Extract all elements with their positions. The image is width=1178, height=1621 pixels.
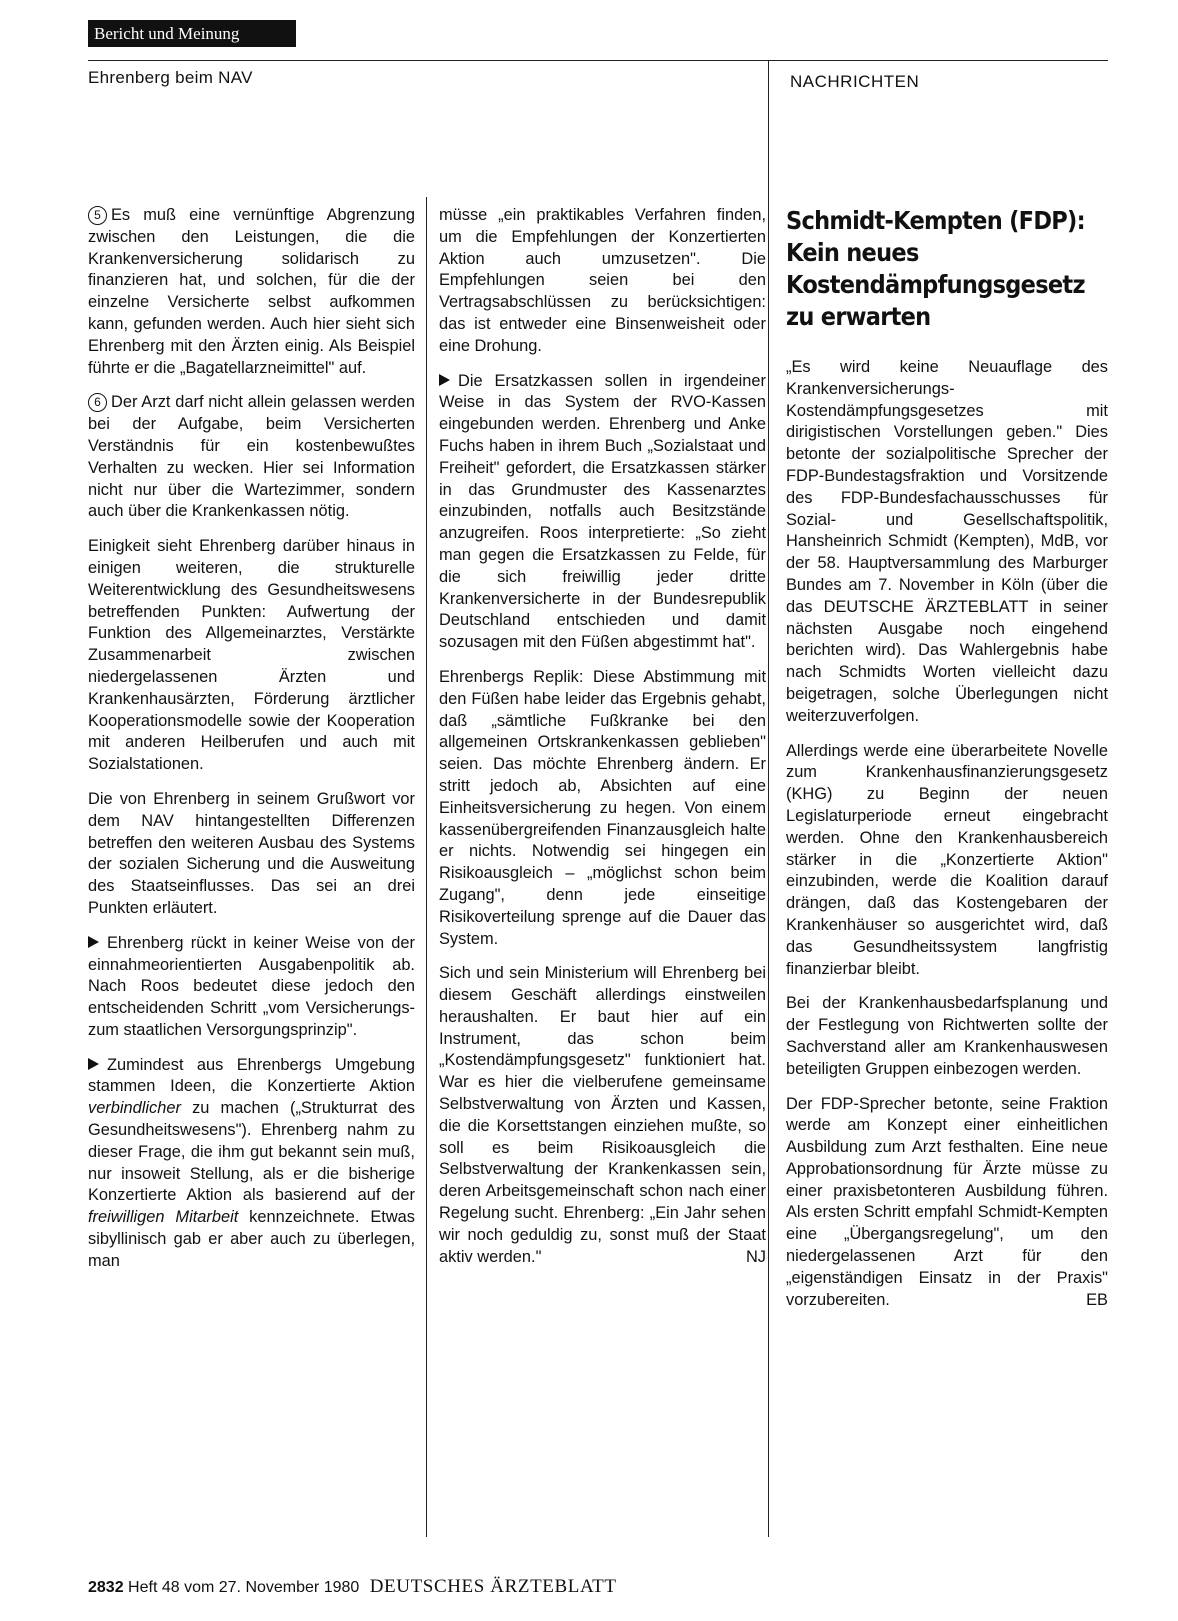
paragraph — [439, 371, 766, 654]
paragraph — [88, 933, 415, 1042]
headline-line: zu erwarten — [786, 302, 931, 331]
paragraph: müsse „ein praktikables Verfahren finden, um die Empfehlungen der Konzertierten Aktion auch umzusetzen". Die Empfehlungen seien bei den Vertragsabschlüssen zu berücksichtigen: das ist entweder eine Binsenweisheit oder eine Drohung. — [439, 206, 766, 355]
paragraph-text: zu machen („Strukturrat des Gesundheitswesens"). Ehrenberg nahm zu dieser Frage, die ihm gut bekannt sein muß, nur insoweit Stellung, als er die bisherige Konzertierte Aktion als basierend auf der — [88, 1099, 415, 1205]
triangle-bullet-icon — [439, 374, 450, 386]
news-headline — [786, 205, 1110, 333]
paragraph-text: kennzeichnete. Etwas sibyllinisch gab er aber auch zu überlegen, man — [88, 1208, 415, 1270]
section-tag: Bericht und Meinung — [88, 20, 296, 47]
paragraph: Ehrenbergs Replik: Diese Abstimmung mit den Füßen habe leider das Ergebnis gehabt, daß „sämtliche Fußkranke bei den allgemeinen Ortskrankenkassen geblieben" seien. Das möchte Ehrenberg ändern. Er stritt jedoch ab, Absichten auf eine Einheitsversicherung zu hegen. Von einem kassenübergreifenden Finanzausgleich halte er nichts. Notwendig sei hingegen ein Risikoausgleich – „möglichst schon beim Zugang", denn jede einseitige Risikoverteilung sprenge auf die Dauer das System. — [439, 667, 766, 948]
issue-info: Heft 48 vom 27. November 1980 — [128, 1579, 360, 1596]
paragraph: Bei der Krankenhausbedarfsplanung und der Festlegung von Richtwerten sollte der Sachverstand aller am Krankenhauswesen beteiligten Gruppen einbezogen werden. — [786, 994, 1108, 1078]
paragraph — [88, 392, 415, 523]
paragraph: Einigkeit sieht Ehrenberg darüber hinaus in einigen weiteren, die strukturelle Weiterentwicklung des Gesundheitswesens betreffenden Punkten: Aufwertung der Funktion des Allgemeinarztes, Verstärkte Zusammenarbeit zwischen niedergelassenen Ärzten und Krankenhausärzten, Förderung ärztlicher Kooperationsmodelle sowie der Kooperation mit anderen Heilberufen und auch mit Sozialstationen. — [88, 537, 415, 774]
headline-line: Schmidt-Kempten (FDP): — [786, 206, 1085, 235]
paragraph-text: Es muß eine vernünftige Abgrenzung zwischen den Leistungen, die die Krankenversicherung solidarisch zu finanzieren hat, und solchen, für die der einzelne Versicherte selbst aufkommen kann, gefunden werden. Auch hier sieht sich Ehrenberg mit den Ärzten einig. Als Beispiel führte er die „Bagatellarzneimittel" auf. — [88, 206, 415, 377]
news-column — [786, 205, 1108, 1324]
author-signature: EB — [1086, 1290, 1108, 1309]
page-number: 2832 — [88, 1579, 124, 1596]
paragraph-text: Sich und sein Ministerium will Ehrenberg bei diesem Geschäft allerdings einstweilen heraushalten. Er baut hier auf ein Instrument, das schon beim „Kostendämpfungsgesetz" funktioniert hat. War es hier die vielberufene gemeinsame Selbstverwaltung von Ärzten und Kassen, die die Korsettstangen einziehen mußte, so soll es beim Risikoausgleich die Selbstverwaltung der Krankenkassen sein, deren Arbeitsgemeinschaft schon nach einer Regelung sucht. Ehrenberg: „Ein Jahr sehen wir noch geduldig zu, sonst muß der Staat aktiv werden." — [439, 964, 766, 1266]
paragraph: „Es wird keine Neuauflage des Krankenversicherungs-Kostendämpfungsgesetzes mit dirigistischen Vorstellungen geben." Dies betonte der sozialpolitische Sprecher der FDP-Bundestagsfraktion und Vorsitzende des FDP-Bundesfachausschusses für Sozial- und Gesellschaftspolitik, Hansheinrich Schmidt (Kempten), MdB, vor der 58. Hauptversammlung des Marburger Bundes am 7. November in Köln (über die das DEUTSCHE ÄRZTEBLATT in seiner nächsten Ausgabe noch eingehend berichten wird). Das Wahlergebnis habe nach Schmidts Worten vielleicht dazu beigetragen, solche Überlegungen nicht weiterzuverfolgen. — [786, 358, 1108, 725]
paragraph-text: Die Ersatzkassen sollen in irgendeiner Weise in das System der RVO-Kassen eingebunden werden. Ehrenberg und Anke Fuchs haben in ihrem Buch „Sozialstaat und Freiheit" gefordert, die Ersatzkassen stärker in das Grundmuster des Kassenarztes einzubinden, notfalls auch Besitzstände anzugreifen. Roos interpretierte: „So zieht man gegen die Ersatzkassen zu Felde, für die sich freiwillig jeder dritte Krankenversicherte in der Bundesrepublik Deutschland entschieden und damit sozusagen mit den Füßen abgestimmt hat". — [439, 371, 766, 652]
column-rule-1 — [426, 197, 427, 1537]
author-signature: NJ — [745, 1247, 766, 1266]
paragraph: Allerdings werde eine überarbeitete Novelle zum Krankenhausfinanzierungsgesetz (KHG) zu Beginn der neuen Legislaturperiode erneut eingebracht werden. Ohne den Krankenhausbereich stärker in die „Konzertierte Aktion" einzubinden, werde die Koalition darauf drängen, daß das Kostengebaren der Krankenhäuser so ausgerichtet wird, daß das Gesundheitssystem langfristig finanzierbar bleibt. — [786, 741, 1108, 978]
paragraph-text: Ehrenberg rückt in keiner Weise von der einnahmeorientierten Ausgabenpolitik ab. Nach Roos bedeutet diese jedoch den entscheidenden Schritt „vom Versicherungs- zum staatlichen Versorgungsprinzip". — [88, 933, 415, 1039]
paragraph-text: Der FDP-Sprecher betonte, seine Fraktion werde am Konzept einer einheitlichen Ausbildung zum Arzt festhalten. Eine neue Approbationsordnung für Ärzte müsse zu einer praxisbetonteren Ausbildung führen. Als ersten Schritt empfahl Schmidt-Kempten eine „Übergangsregelung", um den niedergelassenen Arzt für den „eigenständigen Einsatz in der Praxis" vorzubereiten. — [786, 1094, 1108, 1309]
triangle-bullet-icon — [88, 1058, 99, 1070]
right-section-heading: NACHRICHTEN — [790, 72, 920, 91]
headline-line: Kein neues — [786, 238, 919, 267]
emphasis-text: verbindlicher — [88, 1099, 181, 1118]
emphasis-text: freiwilligen Mitarbeit — [88, 1208, 239, 1227]
column-rule-2 — [768, 197, 769, 1537]
triangle-bullet-icon — [88, 936, 99, 948]
paragraph-text: Der Arzt darf nicht allein gelassen werden bei der Aufgabe, beim Versicherten Verständnis für ein kostenbewußtes Verhalten zu wecken. Hier sei Information nicht nur über die Wartezimmer, sondern auch über die Krankenkassen nötig. — [88, 393, 415, 521]
circled-number-5: 5 — [88, 206, 107, 225]
page-footer — [88, 1576, 617, 1598]
circled-number-6: 6 — [88, 393, 107, 412]
headline-line: Kostendämpfungsgesetz — [786, 270, 1085, 299]
paragraph — [786, 1094, 1108, 1312]
paragraph — [439, 963, 766, 1268]
paragraph — [88, 1055, 415, 1273]
article-column-1 — [88, 205, 415, 1273]
article-column-2 — [439, 205, 766, 1268]
paragraph: Die von Ehrenberg in seinem Grußwort vor dem NAV hintangestellten Differenzen betreffen den weiteren Ausbau des Systems der sozialen Sicherung und die Ausweitung des Staatseinflusses. Das sei an drei Punkten erläutert. — [88, 789, 415, 917]
top-rule — [88, 60, 1108, 61]
paragraph-text: Zumindest aus Ehrenbergs Umgebung stammen Ideen, die Konzertierte Aktion — [88, 1055, 415, 1096]
journal-name: DEUTSCHES ÄRZTEBLATT — [369, 1576, 617, 1597]
header-divider — [768, 60, 769, 200]
left-section-heading: Ehrenberg beim NAV — [88, 68, 253, 87]
paragraph — [88, 205, 415, 379]
